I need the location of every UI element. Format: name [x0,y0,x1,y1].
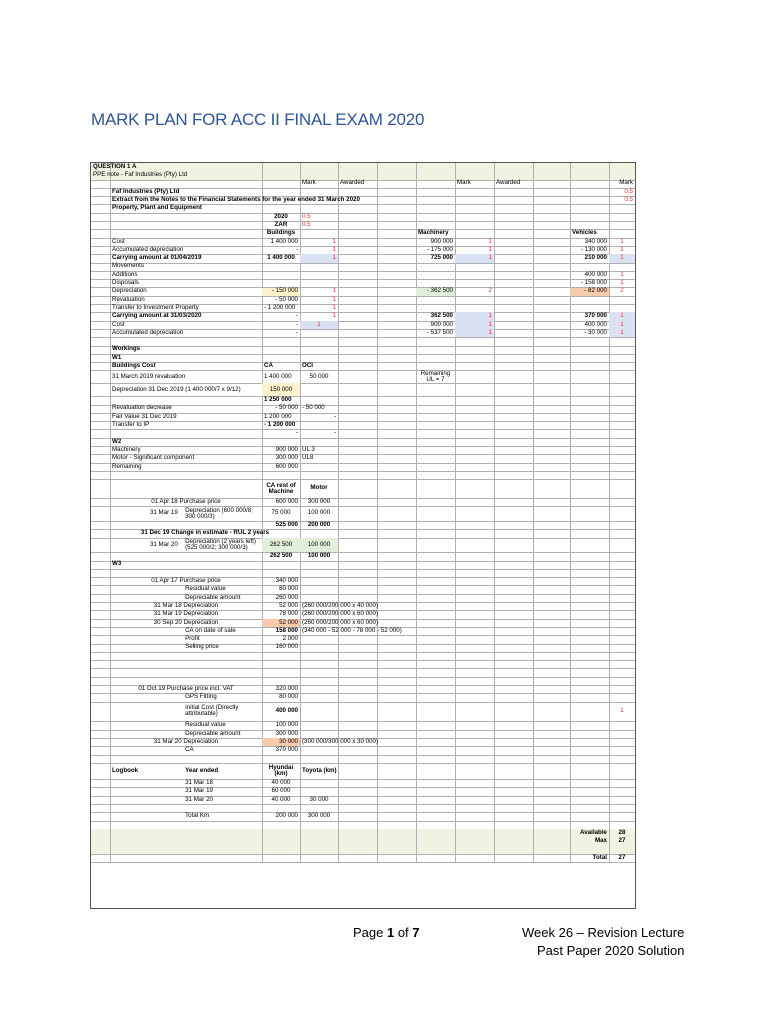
sheet-cell: 100 000 [307,552,331,560]
sheet-cell: 200 000 [275,812,298,820]
sheet-cell: - [295,312,298,320]
sheet-cell: 900 000 [275,445,298,453]
sheet-cell: Transfer to IP [112,421,150,429]
sheet-cell: - 150 000 [262,288,300,296]
sheet-cell: Depreciation (600 000/8; 300 000/3) [185,506,253,520]
sheet-cell: Accumulated depreciation [112,245,184,253]
sheet-cell: 0.5 [302,212,311,220]
sheet-cell: 100 000 [307,509,331,517]
sheet-row [91,702,635,723]
sheet-cell: - 50 000 [275,295,298,303]
sheet-cell: 80 000 [279,693,298,701]
sheet-cell: Transfer to Investment Property [112,303,199,311]
sheet-cell: Cost [112,237,125,245]
sheet-cell: CA [264,362,273,370]
sheet-cell: W2 [112,437,122,445]
sheet-cell: Awarded [340,179,365,187]
sheet-cell: 1 [455,329,494,337]
sheet-cell: 320 000 [275,684,298,692]
sheet-cell: CA rest of Machine [266,481,296,495]
sheet-cell: 01 Oct 19 Purchase price incl. VAT [138,684,234,692]
sheet-cell: 27 [618,837,626,845]
sheet-cell: 1 [620,270,624,278]
sheet-cell: 300 000 [307,498,331,506]
sheet-cell: 160 000 [275,643,298,651]
sheet-cell: (300 000/300 000 x 30 000) [302,737,379,745]
sheet-cell: Machinery [418,229,449,237]
sheet-cell: 60 000 [271,787,291,795]
sheet-cell: Hyundai (km) [268,763,294,777]
sheet-cell: 1 [620,279,624,287]
sheet-cell: Depreciable amount [185,593,241,601]
sheet-cell: 525 000 [275,520,298,528]
sheet-cell: 31 Dec 19 Change in estimate - RUL 2 years [140,529,270,537]
sheet-cell: 600 000 [275,498,298,506]
sheet-cell: Mark [619,179,633,187]
sheet-cell: Depreciation [112,287,147,295]
sheet-cell: 2020 [274,212,288,220]
sheet-cell: - 130 000 [580,245,607,253]
sheet-cell: 75 000 [271,509,291,517]
sheet-cell: 900 000 [430,237,453,245]
sheet-cell: CA on date of sale [185,626,236,634]
sheet-cell: Depreciable amount [185,729,241,737]
sheet-cell: 262 500 [262,538,300,553]
sheet-cell: 31 Mar 18 [185,779,213,787]
sheet-cell: Accumulated depreciation [112,328,184,336]
sheet-cell: - [295,429,298,437]
sheet-cell: Buildings Cost [112,362,156,370]
sheet-cell: 31 Mar 20 Depreciation [153,737,219,745]
sheet-cell: Year ended [185,766,219,774]
sheet-cell: UL 3 [302,445,315,453]
sheet-cell: - 50 000 [275,404,298,412]
sheet-cell: 30 000 [262,738,300,746]
sheet-cell: Max [594,837,607,845]
sheet-cell: 150 000 [262,383,300,396]
sheet-cell: 52 000 [262,619,300,627]
sheet-cell: 52 000 [279,601,298,609]
sheet-cell: 400 000 [275,707,298,715]
sheet-cell: 2 000 [282,635,298,643]
sheet-cell: - 50 000 [302,404,325,412]
page-prefix: Page [353,925,387,940]
sheet-cell: 725 000 [430,254,453,262]
sheet-cell: 1 [609,321,635,329]
sheet-cell: Profit [185,635,200,643]
sheet-cell: Total Km [185,812,210,820]
page-of: of [394,925,413,940]
sheet-cell: 100 000 [300,538,338,553]
sheet-cell: Buildings [266,229,296,237]
sheet-cell: 262 500 [269,552,293,560]
sheet-cell: 1 400 000 [267,254,295,262]
sheet-cell: - 175 000 [426,245,453,253]
sheet-cell: 210 000 [584,254,607,262]
sheet-cell: Movements [112,262,144,270]
sheet-cell: 400 000 [584,270,607,278]
sheet-cell: Remaining UL = 7 [420,369,451,383]
sheet-cell: Motor [310,484,328,492]
sheet-cell: 300 000 [275,729,298,737]
sheet-cell: 01 Apr 18 Purchase price [151,498,221,506]
sheet-cell: QUESTION 1 A [93,162,137,170]
sheet-cell: W3 [112,560,122,568]
sheet-cell: Carrying amount at 01/04/2019 [112,254,202,262]
sheet-cell: 1 [332,295,336,303]
sheet-cell: - [295,328,298,336]
sheet-cell: 362 500 [430,312,453,320]
sheet-cell: 0.5 [624,196,633,204]
sheet-cell: - 1 200 000 [264,303,296,311]
sheet-cell: Initial Cost (Directly attributable) [185,704,239,718]
sheet-cell: 31 Mar 19 Depreciation [153,610,219,618]
sheet-cell: 0.5 [624,187,633,195]
sheet-cell: (260 000/200 000 x 40 000) [302,601,379,609]
sheet-cell: - 362 500 [416,288,455,296]
sheet-cell: 1 [455,312,494,320]
footer-solution: Past Paper 2020 Solution [537,943,685,958]
document-title: MARK PLAN FOR ACC II FINAL EXAM 2020 [91,110,425,129]
sheet-cell: 31 Mar 20 [185,795,213,803]
sheet-cell: Mark [302,179,316,187]
page-current: 1 [386,925,395,940]
sheet-cell: Additions [112,270,138,278]
sheet-cell: 80 000 [279,585,298,593]
sheet-cell: 1 [609,312,635,320]
sheet-cell: 1 400 000 [264,372,292,380]
sheet-cell: Available [580,828,607,836]
sheet-cell: ZAR [274,220,288,228]
sheet-cell: Residual value [185,585,226,593]
sheet-cell: 31 Mar 18 Depreciation [153,601,219,609]
sheet-cell: Disposals [112,279,139,287]
sheet-cell: Fair Value 31 Dec 2019 [112,412,177,420]
sheet-cell: 1 [300,321,338,329]
sheet-cell: 1 [609,329,635,337]
sheet-cell: 370 000 [275,746,298,754]
sheet-cell: 900 000 [430,320,453,328]
sheet-cell: 0.5 [302,220,311,228]
sheet-cell: 1 [300,254,338,262]
sheet-cell: Total [592,853,607,861]
sheet-cell: 31 Mar 19 [149,509,178,517]
sheet-cell: Remaining [112,462,142,470]
sheet-cell: Property, Plant and Equipment [112,204,202,212]
sheet-cell: 40 000 [271,795,291,803]
sheet-cell: 1 [332,303,336,311]
sheet-cell: Faf Industries (Pty) Ltd [112,187,180,195]
sheet-cell: - [333,412,336,420]
sheet-cell: PPE note - Faf Industries (Pty) Ltd [93,171,188,179]
sheet-row [91,538,635,554]
sheet-cell: 1 [488,237,492,245]
sheet-cell: 340 000 [275,577,298,585]
sheet-cell: Workings [112,345,141,353]
sheet-cell: GPS Fitting [185,693,217,701]
sheet-cell: Logbook [112,766,139,774]
sheet-cell: 200 000 [307,520,331,528]
sheet-cell: 1 [488,245,492,253]
sheet-cell: 1 250 000 [264,396,292,404]
sheet-cell: OCI [302,362,314,370]
sheet-cell: Machinery [112,445,141,453]
sheet-cell: 50 000 [309,372,329,380]
sheet-cell: - [333,429,336,437]
sheet-cell: 2 [488,287,492,295]
sheet-row [91,371,635,385]
sheet-cell: Awarded [496,179,521,187]
sheet-cell: Carrying amount at 31/03/2020 [112,312,202,320]
sheet-cell: - 158 000 [580,279,607,287]
sheet-cell: - 537 500 [426,328,453,336]
sheet-cell: Extract from the Notes to the Financial Statements for the year ended 31 March 2020 [112,196,360,204]
sheet-cell: 31 Mar 20 [149,540,178,548]
sheet-cell: 260 000 [275,593,298,601]
sheet-cell: Revaluation decrease [112,404,172,412]
sheet-cell: 1 [609,254,635,262]
sheet-row [91,854,635,863]
sheet-cell: 400 000 [584,320,607,328]
sheet-cell: 30 000 [309,795,329,803]
sheet-cell: Vehicles [572,229,597,237]
sheet-row [91,479,635,499]
sheet-cell: Depreciation 31 Dec 2019 (1 400 000/7 x 9/12) [112,385,241,393]
sheet-cell: 31 March 2019 revaluation [112,372,186,380]
sheet-cell: 31 Mar 19 [185,787,213,795]
sheet-cell: Revaluation [112,295,145,303]
sheet-cell: CA [185,746,194,754]
sheet-cell: 1 [620,245,624,253]
sheet-cell: - 82 000 [570,288,609,296]
footer-lecture: Week 26 – Revision Lecture [522,925,685,940]
sheet-cell: 1 [455,321,494,329]
sheet-cell: 1 200 000 [264,412,292,420]
sheet-cell: 78 000 [279,610,298,618]
sheet-cell: 2 [620,287,624,295]
sheet-cell: 27 [618,853,626,861]
sheet-cell: 01 Apr 17 Purchase price [151,577,221,585]
sheet-cell: - [295,245,298,253]
sheet-row [91,383,635,397]
sheet-cell: W1 [112,353,122,361]
page-total: 7 [412,925,420,940]
sheet-cell: 300 000 [275,454,298,462]
sheet-row [91,506,635,522]
sheet-cell: 1 [332,237,336,245]
sheet-cell: 1 [332,312,336,320]
sheet-cell: 1 [455,254,494,262]
sheet-cell: 1 400 000 [270,237,298,245]
sheet-cell: UL8 [302,454,314,462]
sheet-cell: - 1 200 000 [264,421,296,429]
sheet-cell: 1 [620,707,624,715]
sheet-cell: (340 000 - 52 000 - 78 000 - 52 000) [302,626,402,634]
sheet-cell: Mark [457,179,471,187]
sheet-cell: Toyota (km) [302,766,337,774]
sheet-cell: Selling price [185,643,219,651]
sheet-cell: 340 000 [584,237,607,245]
sheet-cell: 100 000 [275,721,298,729]
sheet-cell: Motor - Significant component [112,454,195,462]
sheet-cell: 158 000 [275,626,298,634]
sheet-cell: - 30 000 [584,328,607,336]
sheet-cell: (260 000/200 000 x 60 000) [302,618,379,626]
sheet-cell: 1 [332,287,336,295]
sheet-cell: Cost [112,320,125,328]
mark-plan-spreadsheet [90,162,636,909]
sheet-cell: 30 Sep 20 Depreciation [153,618,219,626]
sheet-cell: 28 [618,828,626,836]
sheet-cell: 370 000 [584,312,607,320]
sheet-cell: Depreciation (2 years left) (525 000/2; 300 000/3) [185,537,256,551]
sheet-row [91,763,635,780]
sheet-cell: 1 [620,237,624,245]
sheet-cell: (260 000/200 000 x 60 000) [302,610,379,618]
sheet-cell: 600 000 [275,462,298,470]
sheet-cell: - [295,320,298,328]
sheet-cell: 1 [332,245,336,253]
page-indicator [353,925,420,940]
sheet-cell: Residual value [185,721,226,729]
sheet-cell: 300 000 [307,812,331,820]
sheet-cell: 40 000 [271,779,291,787]
